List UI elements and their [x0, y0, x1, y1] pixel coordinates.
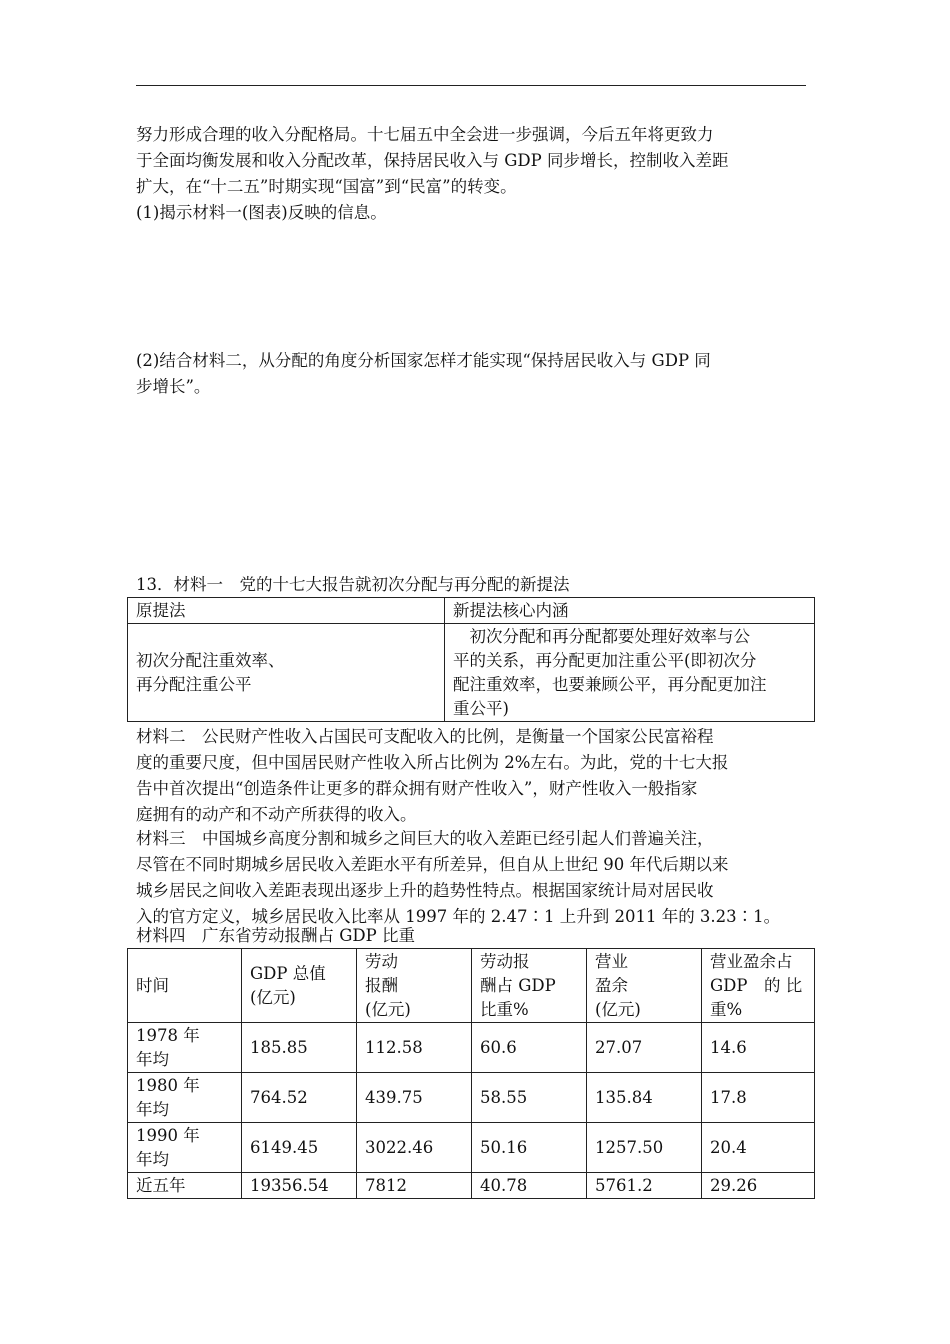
cell-line: 年均 — [136, 1049, 169, 1069]
intro-line: 扩大，在“十二五”时期实现“国富”到“民富”的转变。 — [136, 177, 517, 196]
cell-line: (亿元) — [250, 987, 296, 1007]
table-cell: 7812 — [357, 1173, 472, 1199]
material-line: 尽管在不同时期城乡居民收入差距水平有所差异，但自从上世纪 90 年代后期以来 — [136, 855, 729, 874]
cell-line: GDP 的 比 — [710, 975, 803, 995]
material-line: 材料三 中国城乡高度分割和城乡之间巨大的收入差距已经引起人们普遍关注， — [136, 829, 714, 848]
cell-line: (亿元) — [365, 999, 411, 1019]
header-rule — [136, 85, 806, 86]
table-cell: 764.52 — [242, 1073, 357, 1123]
cell-line: GDP 总值 — [250, 963, 326, 983]
cell-line: 劳动 — [365, 951, 398, 971]
table-cell: 60.6 — [472, 1023, 587, 1073]
table-header — [357, 949, 472, 1023]
question-2-line: (2)结合材料二，从分配的角度分析国家怎样才能实现“保持居民收入与 GDP 同 — [136, 351, 711, 370]
cell-line: 盈余 — [595, 975, 628, 995]
question-2 — [136, 348, 808, 400]
cell-line: 重公平) — [453, 698, 509, 718]
table-cell: 58.55 — [472, 1073, 587, 1123]
table-cell: 3022.46 — [357, 1123, 472, 1173]
labor-share-table — [127, 948, 815, 1199]
table-row — [128, 1123, 815, 1173]
cell-line: 初次分配注重效率、 — [136, 650, 285, 670]
question-1: (1)揭示材料一(图表)反映的信息。 — [136, 203, 387, 222]
table-header — [242, 949, 357, 1023]
table-row — [128, 1023, 815, 1073]
distribution-table — [127, 597, 815, 722]
table-cell — [128, 1173, 242, 1199]
cell-line: 时间 — [136, 975, 169, 995]
table-cell: 40.78 — [472, 1173, 587, 1199]
intro-text — [136, 122, 808, 226]
cell-line: 初次分配和再分配都要处理好效率与公 — [453, 626, 750, 646]
table-header — [472, 949, 587, 1023]
cell-line: 平的关系，再分配更加注重公平(即初次分 — [453, 650, 757, 670]
table-header — [587, 949, 702, 1023]
table-cell: 14.6 — [702, 1023, 815, 1073]
table-cell: 185.85 — [242, 1023, 357, 1073]
cell-line: 报酬 — [365, 975, 398, 995]
material-line: 告中首次提出“创造条件让更多的群众拥有财产性收入”，财产性收入一般指家 — [136, 779, 698, 798]
cell-line: 重% — [710, 999, 743, 1019]
material-3 — [136, 826, 808, 930]
new-formulation — [445, 624, 815, 722]
table-cell: 19356.54 — [242, 1173, 357, 1199]
material-line: 城乡居民之间收入差距表现出逐步上升的趋势性特点。根据国家统计局对居民收 — [136, 881, 714, 900]
old-formulation — [128, 624, 445, 722]
material-line: 材料二 公民财产性收入占国民可支配收入的比例，是衡量一个国家公民富裕程 — [136, 727, 714, 746]
cell-line: 年均 — [136, 1149, 169, 1169]
table-cell: 6149.45 — [242, 1123, 357, 1173]
table-cell: 135.84 — [587, 1073, 702, 1123]
question-2-line: 步增长”。 — [136, 377, 211, 396]
material-4-caption: 材料四 广东省劳动报酬占 GDP 比重 — [136, 926, 416, 945]
cell-line: 比重% — [480, 999, 529, 1019]
material-2 — [136, 724, 808, 828]
cell-line: 1990 年 — [136, 1125, 200, 1145]
table-header: 新提法核心内涵 — [445, 598, 815, 624]
table-cell: 5761.2 — [587, 1173, 702, 1199]
table-row — [128, 1073, 815, 1123]
cell-line: 年均 — [136, 1099, 169, 1119]
intro-line: 于全面均衡发展和收入分配改革，保持居民收入与 GDP 同步增长，控制收入差距 — [136, 151, 729, 170]
table-cell: 20.4 — [702, 1123, 815, 1173]
material-line: 度的重要尺度，但中国居民财产性收入所占比例为 2%左右。为此，党的十七大报 — [136, 753, 729, 772]
table-header — [702, 949, 815, 1023]
table-cell: 50.16 — [472, 1123, 587, 1173]
table-cell: 17.8 — [702, 1073, 815, 1123]
table-cell — [128, 1073, 242, 1123]
cell-line: 近五年 — [136, 1175, 186, 1195]
cell-line: (亿元) — [595, 999, 641, 1019]
cell-line: 1980 年 — [136, 1075, 200, 1095]
cell-line: 再分配注重公平 — [136, 674, 252, 694]
table-cell — [128, 1123, 242, 1173]
cell-line: 酬占 GDP — [480, 975, 556, 995]
table-cell: 112.58 — [357, 1023, 472, 1073]
intro-line: 努力形成合理的收入分配格局。十七届五中全会进一步强调，今后五年将更致力 — [136, 125, 714, 144]
table-header: 原提法 — [128, 598, 445, 624]
material-line: 入的官方定义，城乡居民收入比率从 1997 年的 2.47∶1 上升到 2011 年的 3.23∶1。 — [136, 907, 781, 926]
material-line: 庭拥有的动产和不动产所获得的收入。 — [136, 805, 417, 824]
table-cell: 29.26 — [702, 1173, 815, 1199]
cell-line: 营业 — [595, 951, 628, 971]
table-cell: 439.75 — [357, 1073, 472, 1123]
table-cell — [128, 1023, 242, 1073]
table-row — [128, 1173, 815, 1199]
cell-line: 劳动报 — [480, 951, 530, 971]
table-header — [128, 949, 242, 1023]
question-13-heading: 13．材料一 党的十七大报告就初次分配与再分配的新提法 — [136, 575, 570, 594]
cell-line: 配注重效率，也要兼顾公平，再分配更加注 — [453, 674, 767, 694]
cell-line: 营业盈余占 — [710, 951, 793, 971]
cell-line: 1978 年 — [136, 1025, 200, 1045]
table-cell: 27.07 — [587, 1023, 702, 1073]
table-cell: 1257.50 — [587, 1123, 702, 1173]
